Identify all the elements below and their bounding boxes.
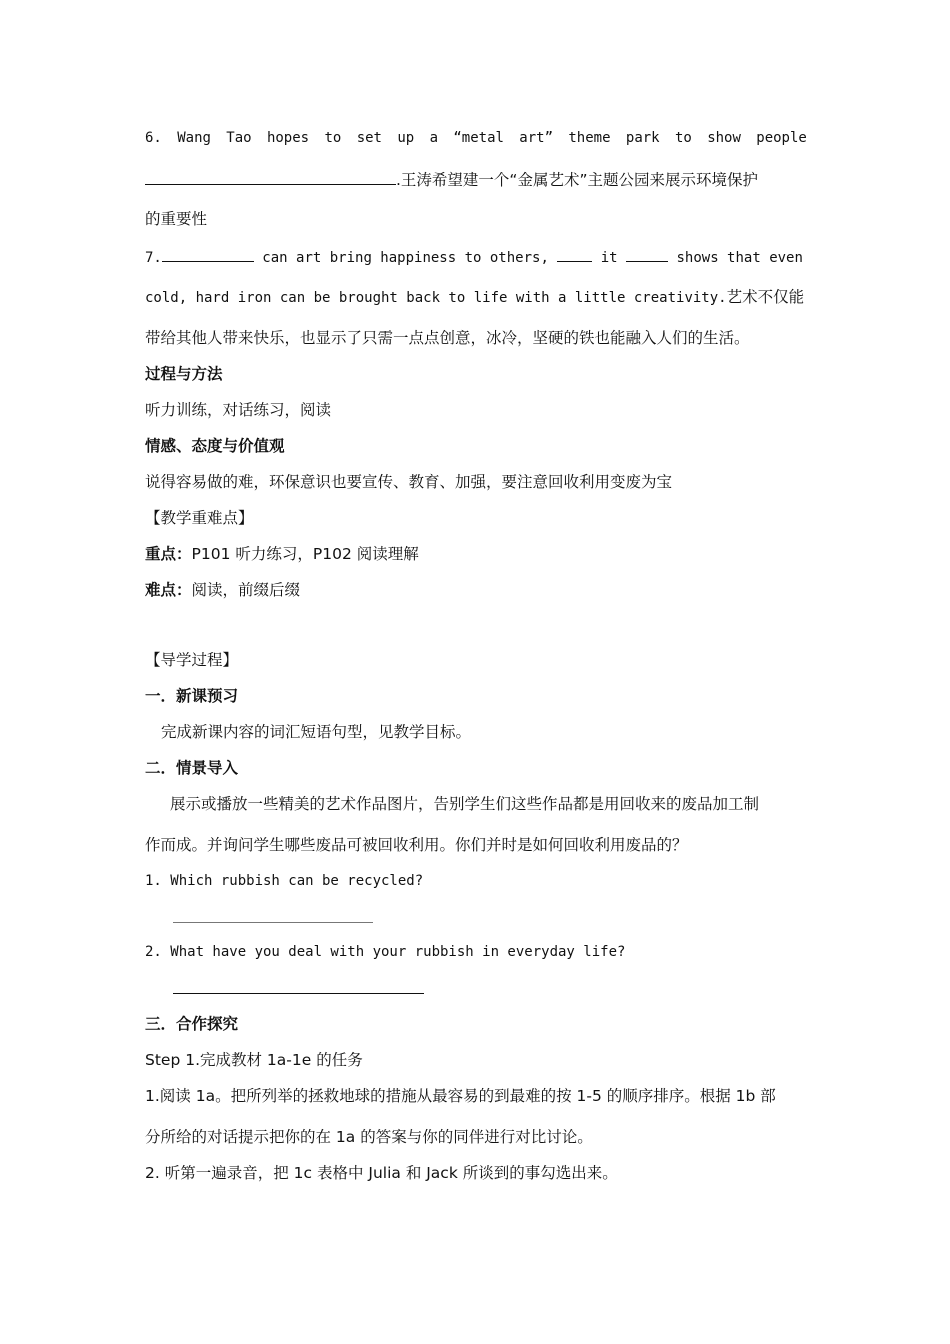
key-point-line <box>145 544 807 564</box>
item-7-text-3: shows that even <box>676 250 803 266</box>
item-6-word: art” <box>519 130 554 146</box>
section-2-paragraph-line-1: 展示或播放一些精美的艺术作品图片，告别学生们这些作品都是用回收来的废品加工制 <box>170 795 760 813</box>
guide-heading: 【导学过程】 <box>145 651 239 669</box>
item-6-word: park <box>625 130 660 146</box>
item-7-text-2: it <box>600 250 618 266</box>
item-6-line-3: 的重要性 <box>145 210 208 228</box>
item-7-line-1 <box>145 246 807 268</box>
section-2-heading: 二．情景导入 <box>145 759 239 777</box>
item-7-chinese: 艺术不仅能 <box>726 288 805 306</box>
answer-blank[interactable] <box>162 246 254 262</box>
item-7-text-1: can art bring happiness to others, <box>262 250 549 266</box>
item-7-number: 7. <box>145 250 162 266</box>
item-6-word: show <box>707 130 741 146</box>
section-3-paragraph-2: 2. 听第一遍录音，把 1c 表格中 Julia 和 Jack 所谈到的事勾选出来。 <box>145 1164 618 1182</box>
item-6-line-1 <box>145 128 807 148</box>
answer-blank[interactable] <box>626 246 668 262</box>
section-2-paragraph-line-2: 作而成。并询问学生哪些废品可被回收利用。你们并时是如何回收利用废品的？ <box>145 836 688 854</box>
item-7-english: cold, hard iron can be brought back to life with a little creativity. <box>145 290 727 306</box>
question-1-answer-line[interactable] <box>173 922 373 923</box>
answer-blank[interactable] <box>557 246 592 262</box>
section-3-heading: 三．合作探究 <box>145 1015 239 1033</box>
item-6-word: theme <box>568 130 611 146</box>
item-6-word: a <box>429 130 438 146</box>
emotion-text: 说得容易做的难，环保意识也要宣传、教育、加强，要注意回收利用变废为宝 <box>145 473 673 491</box>
key-point-text: P101 听力练习，P102 阅读理解 <box>191 545 419 563</box>
item-6-word: “metal <box>453 130 504 146</box>
question-2-answer-line[interactable] <box>173 993 424 994</box>
difficult-point-line <box>145 580 807 600</box>
item-6-chinese: .王涛希望建一个“金属艺术”主题公园来展示环境保护 <box>396 171 758 189</box>
item-6-word: to <box>674 130 692 146</box>
item-6-word: hopes <box>266 130 310 146</box>
section-1-text: 完成新课内容的词汇短语句型，见教学目标。 <box>161 723 472 741</box>
item-6-word: to <box>324 130 342 146</box>
item-6-word: people <box>756 130 807 146</box>
item-7-line-3: 带给其他人带来快乐，也显示了只需一点点创意，冰冷，坚硬的铁也能融入人们的生活。 <box>145 329 750 347</box>
section-1-heading: 一．新课预习 <box>145 687 239 705</box>
section-3-paragraph-1-line-1: 1.阅读 1a。把所列举的拯救地球的措施从最容易的到最难的按 1-5 的顺序排序。根据 1b 部 <box>145 1087 776 1105</box>
step-1-line: Step 1.完成教材 1a-1e 的任务 <box>145 1051 363 1069</box>
answer-blank[interactable] <box>145 169 396 185</box>
item-6-word: set <box>356 130 382 146</box>
section-3-paragraph-1-line-2: 分所给的对话提示把你的在 1a 的答案与你的同伴进行对比讨论。 <box>145 1128 593 1146</box>
item-6-word: up <box>397 130 415 146</box>
item-6-word: Wang <box>177 130 211 146</box>
item-6-word: Tao <box>226 130 252 146</box>
question-1: 1. Which rubbish can be recycled? <box>145 873 424 889</box>
key-points-heading: 【教学重难点】 <box>145 509 254 527</box>
question-2: 2. What have you deal with your rubbish in everyday life? <box>145 944 626 960</box>
emotion-heading: 情感、态度与价值观 <box>145 437 285 455</box>
process-text: 听力训练，对话练习，阅读 <box>145 401 332 419</box>
item-7-line-2 <box>145 287 807 308</box>
process-heading: 过程与方法 <box>145 365 223 383</box>
item-6-line-2 <box>145 169 807 190</box>
difficult-point-label: 难点： <box>145 581 192 599</box>
item-6-word: 6. <box>145 130 162 146</box>
difficult-point-text: 阅读，前缀后缀 <box>191 581 301 599</box>
key-point-label: 重点： <box>145 545 192 563</box>
